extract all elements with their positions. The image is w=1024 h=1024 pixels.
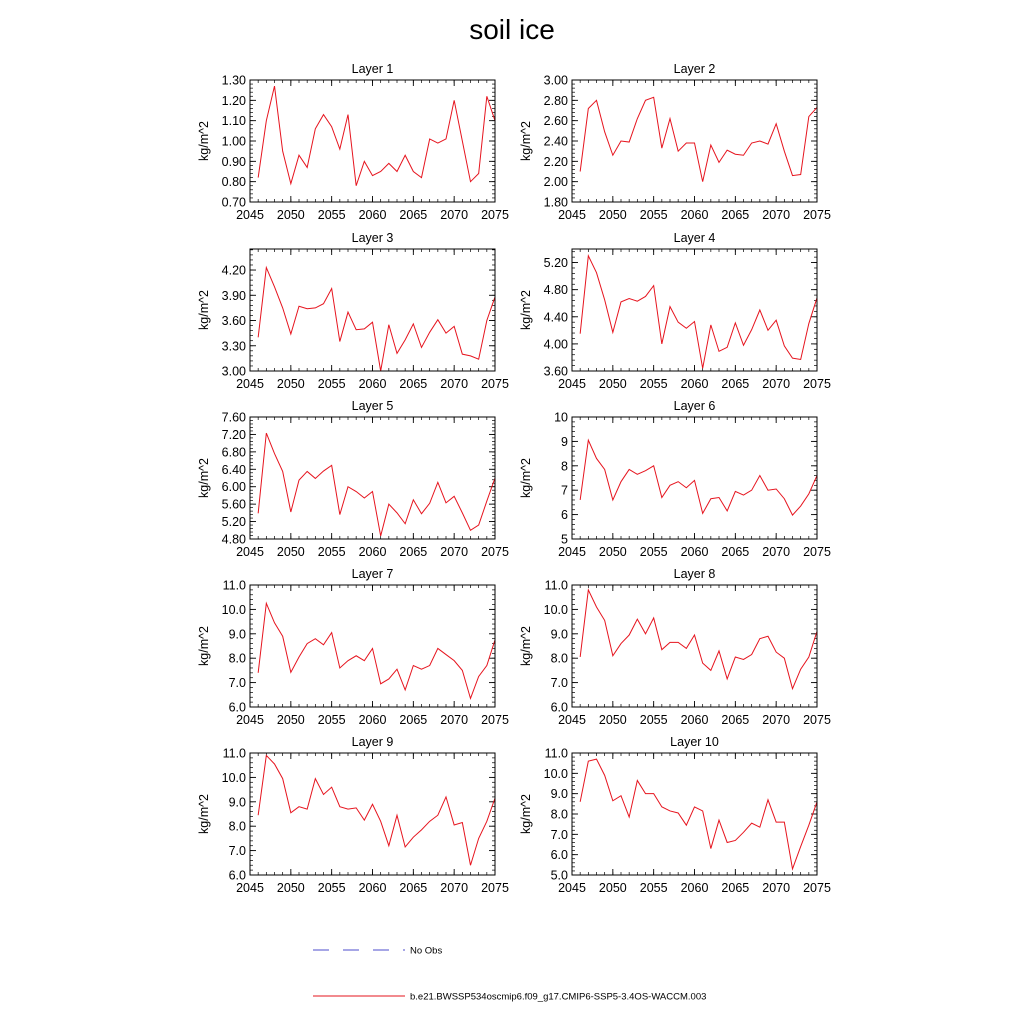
- y-tick-label: 10: [554, 410, 568, 425]
- x-tick-label: 2045: [236, 377, 264, 391]
- plot-frame: [250, 417, 495, 539]
- y-tick-label: 10.0: [221, 770, 246, 785]
- y-tick-label: 4.40: [543, 310, 568, 325]
- x-tick-label: 2055: [317, 377, 346, 391]
- y-tick-label: 5.0: [550, 868, 568, 883]
- legend: [313, 946, 706, 1003]
- x-tick-label: 2050: [598, 377, 627, 391]
- plot-frame: [572, 753, 817, 875]
- panel-title: Layer 7: [351, 567, 394, 581]
- series-line-layer-9: [258, 755, 495, 865]
- panel-title: Layer 1: [351, 62, 394, 76]
- y-tick-label: 6.0: [228, 868, 246, 883]
- y-tick-label: 8: [561, 459, 568, 474]
- x-tick-label: 2070: [440, 713, 469, 727]
- plot-frame: [250, 753, 495, 875]
- series-line-layer-4: [580, 256, 817, 369]
- y-axis-label: kg/m^2: [519, 121, 533, 161]
- panel-title: Layer 4: [673, 231, 716, 245]
- x-tick-label: 2070: [762, 208, 791, 222]
- x-tick-label: 2075: [481, 545, 509, 559]
- y-tick-label: 5.60: [221, 497, 246, 512]
- y-tick-label: 7.0: [550, 827, 568, 842]
- x-tick-label: 2075: [481, 713, 509, 727]
- y-tick-label: 3.90: [221, 288, 246, 303]
- x-tick-label: 2070: [440, 377, 469, 391]
- panel-title: Layer 5: [351, 399, 394, 413]
- x-tick-label: 2060: [358, 377, 387, 391]
- y-tick-label: 1.00: [221, 134, 246, 149]
- chart-panel-layer-10: [519, 735, 831, 895]
- x-tick-label: 2065: [721, 713, 750, 727]
- y-tick-label: 11.0: [222, 578, 246, 593]
- x-tick-label: 2070: [762, 713, 791, 727]
- y-tick-label: 3.00: [221, 364, 246, 379]
- y-tick-label: 2.20: [543, 154, 568, 169]
- y-tick-label: 2.60: [543, 114, 568, 129]
- y-tick-label: 5.20: [543, 256, 568, 271]
- y-tick-label: 3.30: [221, 339, 246, 354]
- y-tick-label: 1.20: [221, 93, 246, 108]
- x-tick-label: 2070: [440, 881, 469, 895]
- y-tick-label: 6.0: [550, 700, 568, 715]
- y-tick-label: 7.0: [228, 844, 246, 859]
- series-line-layer-6: [580, 440, 817, 515]
- y-tick-label: 7.0: [228, 676, 246, 691]
- x-tick-label: 2055: [639, 208, 668, 222]
- x-tick-label: 2045: [558, 881, 586, 895]
- y-axis-label: kg/m^2: [197, 121, 211, 161]
- x-tick-label: 2075: [803, 377, 831, 391]
- y-tick-label: 3.60: [543, 364, 568, 379]
- x-tick-label: 2050: [276, 713, 305, 727]
- chart-panel-layer-3: [197, 231, 509, 391]
- y-axis-label: kg/m^2: [197, 626, 211, 666]
- panel-title: Layer 10: [670, 735, 719, 749]
- y-tick-label: 9: [561, 434, 568, 449]
- plot-frame: [250, 249, 495, 371]
- plot-frame: [572, 249, 817, 371]
- y-axis-label: kg/m^2: [197, 290, 211, 330]
- x-tick-label: 2065: [399, 545, 428, 559]
- x-tick-label: 2050: [598, 881, 627, 895]
- chart-panel-layer-6: [519, 399, 831, 559]
- y-tick-label: 6.00: [221, 480, 246, 495]
- series-line-layer-1: [258, 86, 495, 186]
- panel-title: Layer 8: [673, 567, 716, 581]
- x-tick-label: 2055: [639, 881, 668, 895]
- x-tick-label: 2070: [762, 881, 791, 895]
- y-tick-label: 2.00: [543, 175, 568, 190]
- x-tick-label: 2060: [680, 377, 709, 391]
- y-tick-label: 0.70: [221, 195, 246, 210]
- panel-title: Layer 9: [351, 735, 394, 749]
- x-tick-label: 2060: [358, 881, 387, 895]
- x-tick-label: 2045: [236, 713, 264, 727]
- series-line-layer-8: [580, 590, 817, 689]
- x-tick-label: 2055: [317, 713, 346, 727]
- y-tick-label: 9.0: [550, 627, 568, 642]
- x-tick-label: 2075: [803, 881, 831, 895]
- y-tick-label: 3.60: [221, 314, 246, 329]
- y-axis-label: kg/m^2: [519, 794, 533, 834]
- y-tick-label: 7: [561, 483, 568, 498]
- y-tick-label: 8.0: [550, 651, 568, 666]
- x-tick-label: 2055: [317, 208, 346, 222]
- y-tick-label: 4.00: [543, 337, 568, 352]
- series-line-layer-2: [580, 97, 817, 181]
- y-tick-label: 1.10: [221, 114, 246, 129]
- legend-model-label: b.e21.BWSSP534oscmip6.f09_g17.CMIP6-SSP5-3.4OS-WACCM.003: [410, 991, 707, 1003]
- x-tick-label: 2065: [399, 713, 428, 727]
- y-tick-label: 6.40: [221, 462, 246, 477]
- x-tick-label: 2045: [236, 208, 264, 222]
- y-axis-label: kg/m^2: [519, 290, 533, 330]
- legend-obs-label: No Obs: [410, 945, 443, 957]
- y-tick-label: 5.20: [221, 515, 246, 530]
- y-tick-label: 6.0: [550, 848, 568, 863]
- y-tick-label: 8.0: [228, 819, 246, 834]
- y-tick-label: 1.30: [221, 73, 246, 88]
- x-tick-label: 2045: [558, 713, 586, 727]
- x-tick-label: 2060: [680, 208, 709, 222]
- x-tick-label: 2045: [558, 545, 586, 559]
- chart-panel-layer-4: [519, 231, 831, 391]
- y-tick-label: 0.90: [221, 154, 246, 169]
- x-tick-label: 2075: [803, 713, 831, 727]
- series-line-layer-3: [258, 268, 495, 371]
- panel-title: Layer 2: [673, 62, 716, 76]
- chart-panel-layer-5: [197, 399, 509, 559]
- y-tick-label: 5: [561, 532, 568, 547]
- chart-panel-layer-9: [197, 735, 509, 895]
- chart-panel-layer-1: [197, 62, 509, 222]
- x-tick-label: 2065: [399, 377, 428, 391]
- x-tick-label: 2050: [276, 545, 305, 559]
- plot-frame: [250, 585, 495, 707]
- y-tick-label: 8.0: [228, 651, 246, 666]
- y-tick-label: 9.0: [228, 795, 246, 810]
- x-tick-label: 2060: [680, 881, 709, 895]
- x-tick-label: 2075: [481, 881, 509, 895]
- x-tick-label: 2075: [803, 545, 831, 559]
- y-tick-label: 4.80: [543, 283, 568, 298]
- x-tick-label: 2050: [276, 881, 305, 895]
- series-line-layer-5: [258, 433, 495, 536]
- y-axis-label: kg/m^2: [519, 626, 533, 666]
- y-tick-label: 2.40: [543, 134, 568, 149]
- y-tick-label: 11.0: [544, 746, 568, 761]
- plot-frame: [572, 585, 817, 707]
- chart-panel-layer-7: [197, 567, 509, 727]
- y-tick-label: 4.80: [221, 532, 246, 547]
- y-tick-label: 2.80: [543, 93, 568, 108]
- x-tick-label: 2065: [399, 881, 428, 895]
- x-tick-label: 2050: [598, 713, 627, 727]
- y-tick-label: 8.0: [550, 807, 568, 822]
- x-tick-label: 2070: [762, 377, 791, 391]
- x-tick-label: 2055: [317, 881, 346, 895]
- x-tick-label: 2045: [558, 377, 586, 391]
- x-tick-label: 2065: [721, 545, 750, 559]
- x-tick-label: 2075: [481, 208, 509, 222]
- y-tick-label: 1.80: [543, 195, 568, 210]
- x-tick-label: 2060: [680, 545, 709, 559]
- series-line-layer-7: [258, 603, 495, 698]
- y-tick-label: 10.0: [221, 602, 246, 617]
- x-tick-label: 2045: [236, 881, 264, 895]
- y-tick-label: 4.20: [221, 263, 246, 278]
- y-axis-label: kg/m^2: [519, 458, 533, 498]
- x-tick-label: 2050: [276, 208, 305, 222]
- x-tick-label: 2055: [639, 545, 668, 559]
- series-line-layer-10: [580, 759, 817, 869]
- x-tick-label: 2060: [680, 713, 709, 727]
- x-tick-label: 2065: [721, 377, 750, 391]
- x-tick-label: 2060: [358, 208, 387, 222]
- chart-panel-layer-2: [519, 62, 831, 222]
- y-tick-label: 6.80: [221, 445, 246, 460]
- plot-frame: [572, 417, 817, 539]
- y-tick-label: 11.0: [222, 746, 246, 761]
- x-tick-label: 2065: [721, 881, 750, 895]
- x-tick-label: 2055: [639, 377, 668, 391]
- x-tick-label: 2070: [762, 545, 791, 559]
- x-tick-label: 2065: [399, 208, 428, 222]
- x-tick-label: 2045: [236, 545, 264, 559]
- x-tick-label: 2050: [276, 377, 305, 391]
- y-axis-label: kg/m^2: [197, 458, 211, 498]
- y-tick-label: 10.0: [543, 766, 568, 781]
- panel-title: Layer 6: [673, 399, 716, 413]
- x-tick-label: 2055: [639, 713, 668, 727]
- chart-panel-layer-8: [519, 567, 831, 727]
- y-tick-label: 3.00: [543, 73, 568, 88]
- chart-main-title: soil ice: [469, 14, 555, 45]
- x-tick-label: 2070: [440, 545, 469, 559]
- x-tick-label: 2050: [598, 545, 627, 559]
- y-tick-label: 6.0: [228, 700, 246, 715]
- x-tick-label: 2060: [358, 713, 387, 727]
- x-tick-label: 2045: [558, 208, 586, 222]
- y-tick-label: 10.0: [543, 602, 568, 617]
- x-tick-label: 2075: [481, 377, 509, 391]
- plot-frame: [250, 80, 495, 202]
- y-tick-label: 6: [561, 508, 568, 523]
- y-tick-label: 9.0: [228, 627, 246, 642]
- y-axis-label: kg/m^2: [197, 794, 211, 834]
- x-tick-label: 2060: [358, 545, 387, 559]
- panel-title: Layer 3: [351, 231, 394, 245]
- x-tick-label: 2070: [440, 208, 469, 222]
- plot-frame: [572, 80, 817, 202]
- y-tick-label: 9.0: [550, 787, 568, 802]
- y-tick-label: 7.20: [221, 427, 246, 442]
- x-tick-label: 2050: [598, 208, 627, 222]
- x-tick-label: 2055: [317, 545, 346, 559]
- y-tick-label: 0.80: [221, 175, 246, 190]
- x-tick-label: 2075: [803, 208, 831, 222]
- x-tick-label: 2065: [721, 208, 750, 222]
- y-tick-label: 7.0: [550, 676, 568, 691]
- y-tick-label: 11.0: [544, 578, 568, 593]
- y-tick-label: 7.60: [221, 410, 246, 425]
